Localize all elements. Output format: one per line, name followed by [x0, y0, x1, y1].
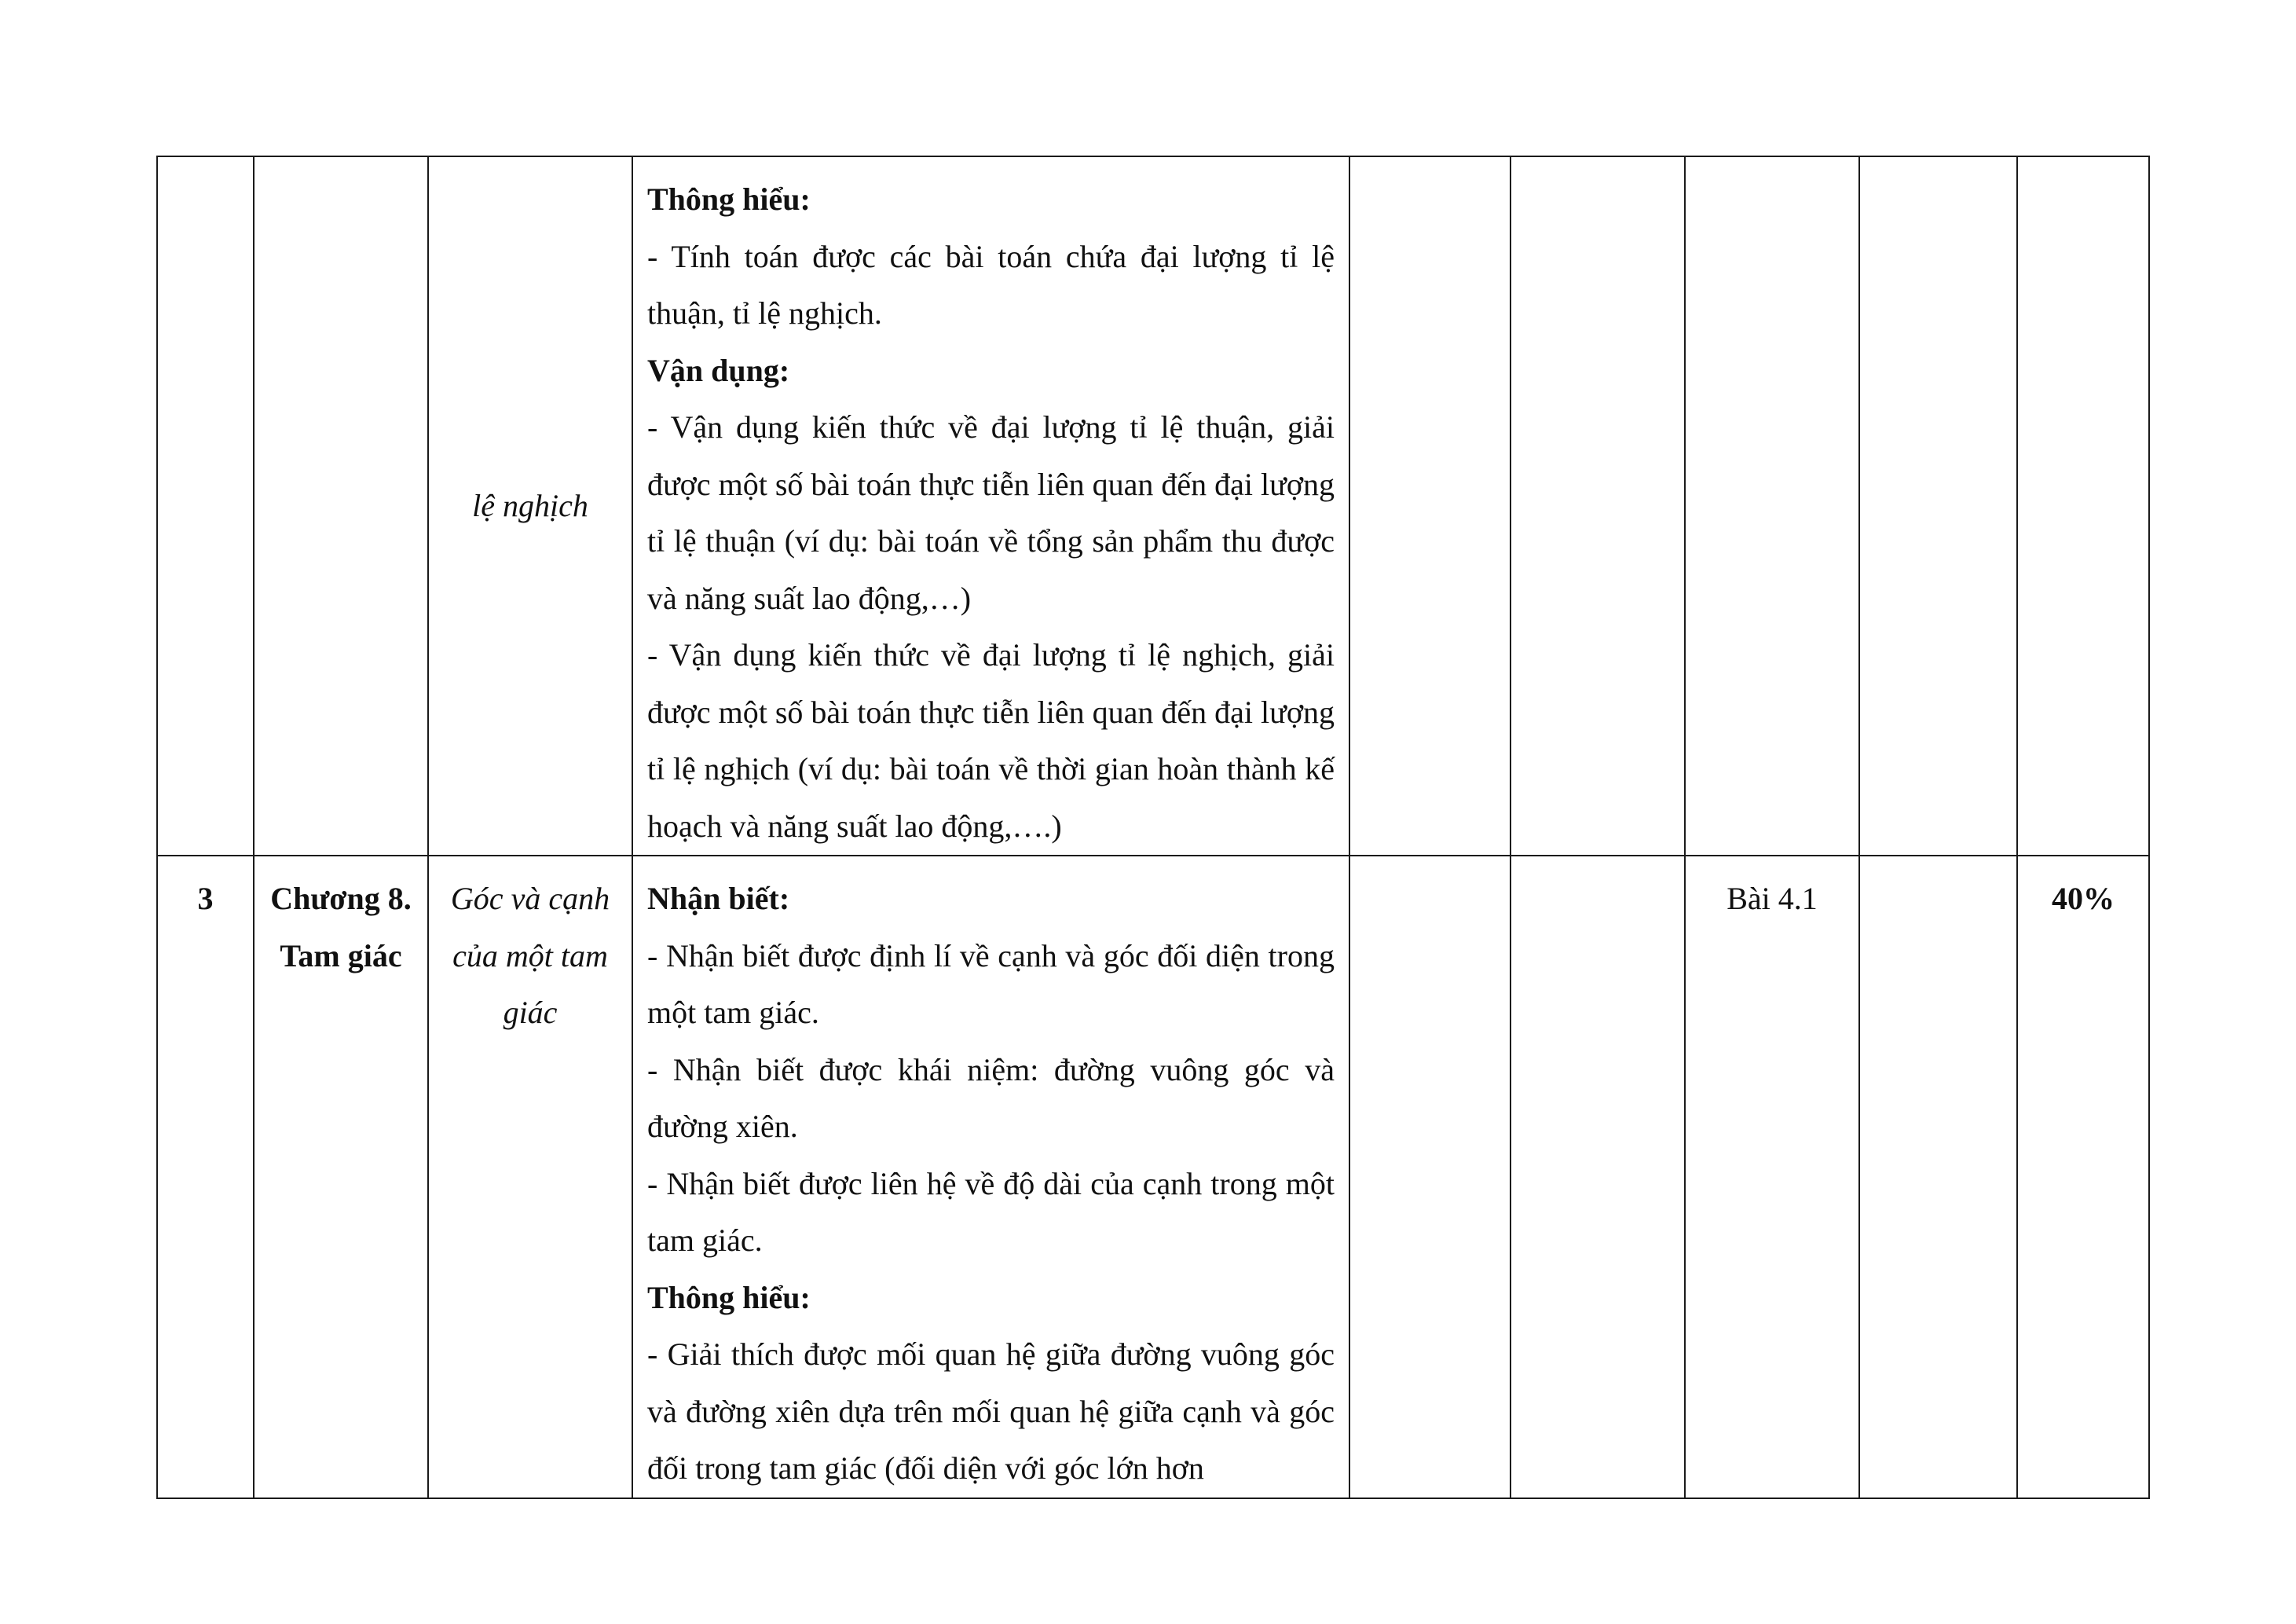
percent-text: 40%	[2052, 881, 2115, 916]
topic-text: lệ nghịch	[472, 487, 588, 523]
requirement-text: - Vận dụng kiến thức về đại lượng tỉ lệ thuận, giải được một số bài toán thực tiễn liên quan đến đại lượng tỉ lệ thuận (ví dụ: bài toán về tổng sản phẩm thu được và năng suất lao động,…)	[647, 409, 1335, 616]
level-cell	[1685, 156, 1859, 856]
requirement-text: - Giải thích được mối quan hệ giữa đường vuông góc và đường xiên dựa trên mối quan hệ giữa cạnh và góc đối trong tam giác (đối diện với góc lớn hơn	[647, 1336, 1335, 1486]
chapter-cell	[254, 856, 428, 1498]
level-heading: Vận dụng:	[647, 352, 790, 388]
level-cell	[1859, 856, 2017, 1498]
requirement-text: - Nhận biết được khái niệm: đường vuông góc và đường xiên.	[647, 1051, 1335, 1144]
chapter-cell	[254, 156, 428, 856]
level-cell	[1511, 856, 1685, 1498]
question-ref-text: Bài 4.1	[1727, 881, 1818, 916]
level-heading: Thông hiểu:	[647, 1279, 811, 1315]
assessment-matrix-table	[156, 156, 2150, 1499]
requirement-cell	[632, 156, 1349, 856]
requirement-text: - Tính toán được các bài toán chứa đại lượng tỉ lệ thuận, tỉ lệ nghịch.	[647, 238, 1335, 331]
topic-cell	[428, 156, 632, 856]
stt-cell	[157, 856, 254, 1498]
level-cell	[1349, 156, 1511, 856]
requirement-text: - Nhận biết được liên hệ về độ dài của cạnh trong một tam giác.	[647, 1165, 1335, 1258]
question-ref-cell	[1685, 856, 1859, 1498]
requirement-cell	[632, 856, 1349, 1498]
level-cell	[1349, 856, 1511, 1498]
requirement-text: - Nhận biết được định lí về cạnh và góc đối diện trong một tam giác.	[647, 937, 1335, 1030]
stt-cell	[157, 156, 254, 856]
stt-text: 3	[197, 881, 214, 916]
chapter-text: Chương 8. Tam giác	[270, 881, 412, 973]
level-heading: Thông hiểu:	[647, 181, 811, 217]
percent-cell	[2017, 156, 2149, 856]
level-cell	[1511, 156, 1685, 856]
level-cell	[1859, 156, 2017, 856]
table-row	[157, 856, 2149, 1498]
level-heading: Nhận biết:	[647, 881, 790, 916]
percent-cell	[2017, 856, 2149, 1498]
topic-cell	[428, 856, 632, 1498]
table-row	[157, 156, 2149, 856]
topic-text: Góc và cạnh của một tam giác	[450, 881, 610, 1030]
requirement-text: - Vận dụng kiến thức về đại lượng tỉ lệ nghịch, giải được một số bài toán thực tiễn liên quan đến đại lượng tỉ lệ nghịch (ví dụ: bài toán về thời gian hoàn thành kế hoạch và năng suất lao động,….)	[647, 637, 1335, 844]
